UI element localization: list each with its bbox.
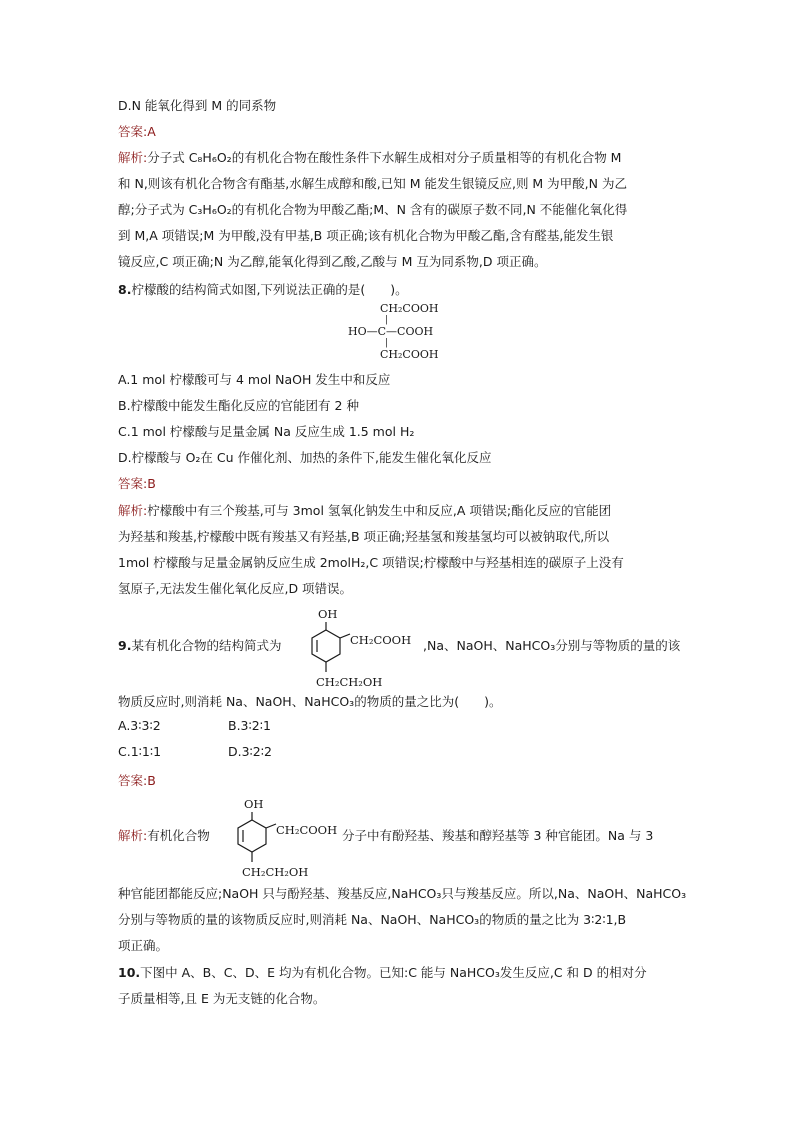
answer-value: B [147,773,156,788]
q9-explanation-line-3: 分别与等物质的量的该物质反应时,则消耗 Na、NaOH、NaHCO₃的物质的量之比为 3∶2∶1,B [118,912,627,927]
explanation-label: 解析: [118,828,148,843]
q9-stem-post: ,Na、NaOH、NaHCO₃分别与等物质的量的该 [423,638,681,653]
q9-explanation-post: 分子中有酚羟基、羧基和醇羟基等 3 种官能团。Na 与 3 [342,828,654,843]
q8-answer [118,474,156,492]
q7-explanation-line-1: 解析:分子式 C₈H₆O₂的有机化合物在酸性条件下水解生成相对分子质量相等的有机化合物 M [118,150,622,165]
question-number: 9. [118,638,132,653]
q8-explanation-line-3: 1mol 柠檬酸与足量金属钠反应生成 2molH₂,C 项错误;柠檬酸中与羟基相连的碳原子上没有 [118,555,624,570]
benzene-ring [312,630,340,662]
answer-label: 答案: [118,773,148,788]
q8-option-c: C.1 mol 柠檬酸与足量金属 Na 反应生成 1.5 mol H₂ [118,424,415,439]
q7-explanation-line-3: 醇;分子式为 C₃H₆O₂的有机化合物为甲酸乙酯;M、N 含有的碳原子数不同,N 不能催化氧化得 [118,202,628,217]
answer-label: 答案: [118,124,148,139]
q7-answer [118,122,156,140]
citric-acid-structure [348,302,438,361]
mol-bottom-label: CH₂CH₂OH [242,865,309,879]
mol-side-label: CH₂COOH [350,633,412,647]
q9-stem-pre: 9.某有机化合物的结构简式为 [118,638,282,653]
q8-option-d: D.柠檬酸与 O₂在 Cu 作催化剂、加热的条件下,能发生催化氧化反应 [118,450,492,465]
mol-side-label: CH₂COOH [276,823,338,837]
q8-option-b: B.柠檬酸中能发生酯化反应的官能团有 2 种 [118,398,359,413]
q7-option-d: D.N 能氧化得到 M 的同系物 [118,98,277,113]
q9-explanation-line-2: 种官能团都能反应;NaOH 只与酚羟基、羧基反应,NaHCO₃只与羧基反应。所以,Na、NaOH、NaHCO₃ [118,886,687,901]
q9-explanation-pre: 解析:有机化合物 [118,828,210,843]
q9-explanation-molecule [226,794,344,880]
answer-value: B [147,476,156,491]
benzene-ring [238,820,266,852]
explanation-label: 解析: [118,150,148,165]
q8-explanation-line-1: 解析:柠檬酸中有三个羧基,可与 3mol 氢氧化钠发生中和反应,A 项错误;酯化反应的官能团 [118,503,612,518]
mol-oh-label: OH [244,797,264,811]
q9-molecule-structure [300,604,420,690]
structure-middle: HO—C—COOH [348,325,434,338]
q7-explanation-line-2: 和 N,则该有机化合物含有酯基,水解生成醇和酸,已知 M 能发生银镜反应,则 M 为甲酸,N 为乙 [118,176,627,191]
answer-label: 答案: [118,476,148,491]
structure-top: CH₂COOH [380,302,439,315]
answer-value: A [147,124,156,139]
q9-option-a: A.3∶3∶2 [118,718,161,733]
q10-stem-line-2: 子质量相等,且 E 为无支链的化合物。 [118,991,326,1006]
q9-option-c: C.1∶1∶1 [118,744,162,759]
q8-explanation-line-4: 氢原子,无法发生催化氧化反应,D 项错误。 [118,581,353,596]
mol-bottom-label: CH₂CH₂OH [316,675,383,689]
bond-up: | [385,315,389,325]
question-number: 10. [118,965,141,980]
mol-oh-label: OH [318,607,338,621]
explanation-label: 解析: [118,503,148,518]
q8-stem: 8.柠檬酸的结构简式如图,下列说法正确的是( )。 [118,282,408,297]
q10-stem-line-1: 10.下图中 A、B、C、D、E 均为有机化合物。已知:C 能与 NaHCO₃发生反应,C 和 D 的相对分 [118,965,647,980]
bond-down: | [385,338,389,348]
q7-explanation-line-4: 到 M,A 项错误;M 为甲酸,没有甲基,B 项正确;该有机化合物为甲酸乙酯,含有醛基,能发生银 [118,228,614,243]
q8-explanation-line-2: 为羟基和羧基,柠檬酸中既有羧基又有羟基,B 项正确;羟基氢和羧基氢均可以被钠取代,所以 [118,529,610,544]
q9-answer [118,771,156,789]
structure-bottom: CH₂COOH [380,348,439,361]
q7-explanation-line-5: 镜反应,C 项正确;N 为乙醇,能氧化得到乙酸,乙酸与 M 互为同系物,D 项正确。 [118,254,547,269]
q8-option-a: A.1 mol 柠檬酸可与 4 mol NaOH 发生中和反应 [118,372,391,387]
q9-option-d: D.3∶2∶2 [228,744,272,759]
question-number: 8. [118,282,132,297]
q9-explanation-line-4: 项正确。 [118,938,169,953]
q9-stem-line-2: 物质反应时,则消耗 Na、NaOH、NaHCO₃的物质的量之比为( )。 [118,694,502,709]
q9-option-b: B.3∶2∶1 [228,718,271,733]
